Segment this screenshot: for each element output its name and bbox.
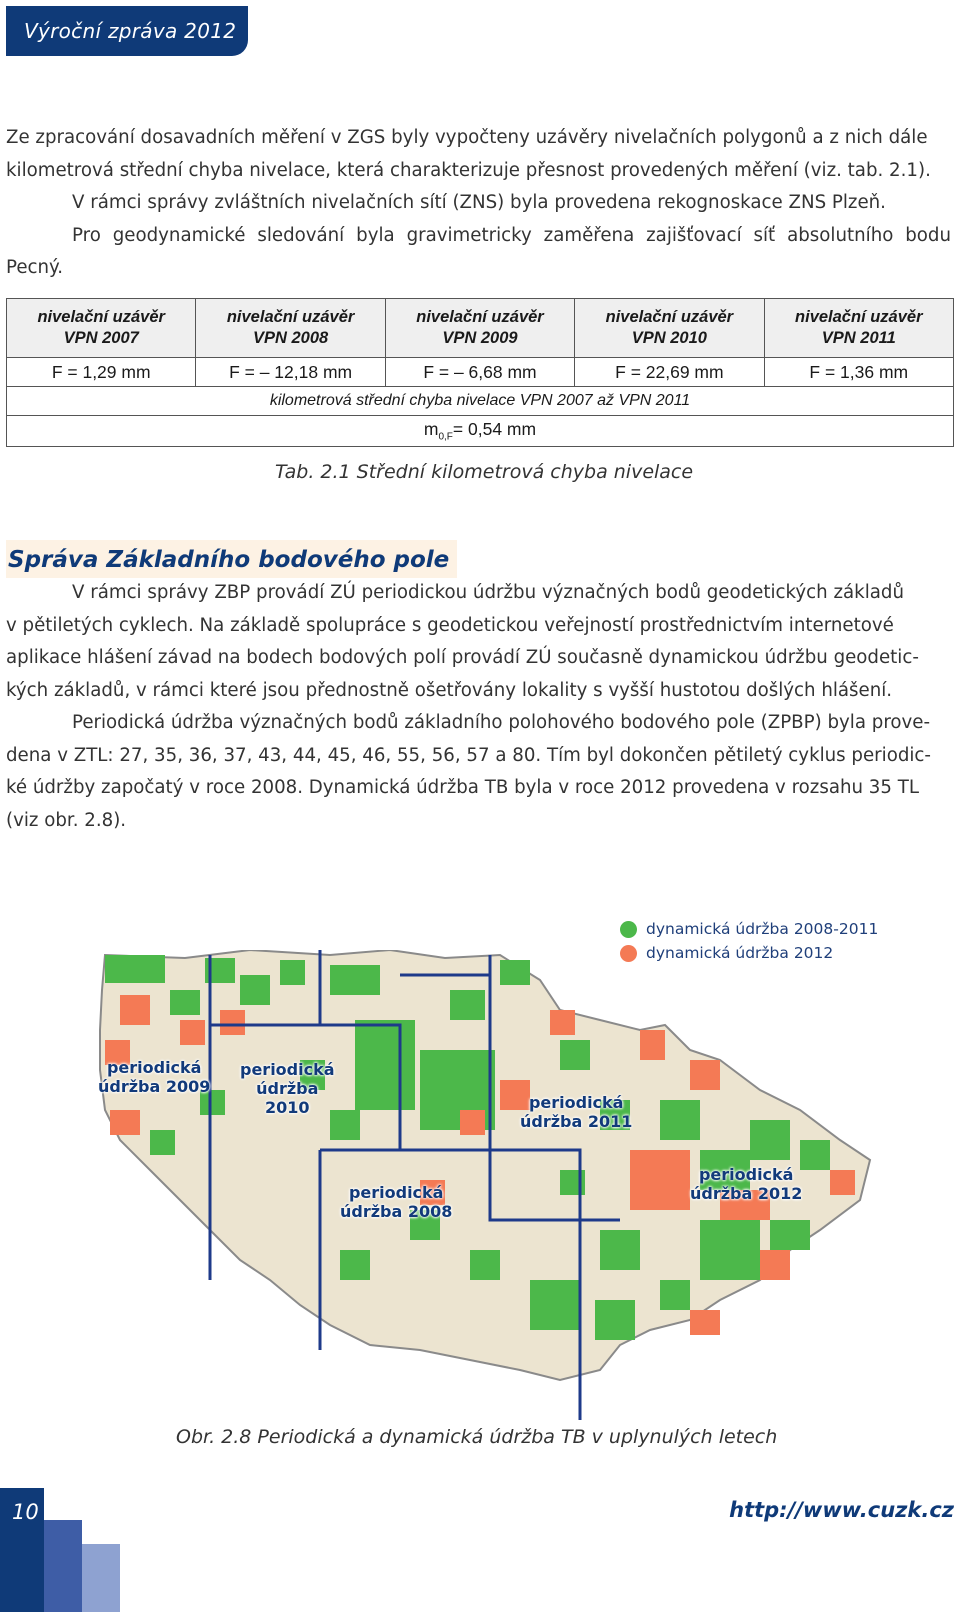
table-row [7, 387, 954, 416]
maintenance-map [0, 950, 960, 1420]
map-svg [0, 950, 960, 1420]
green-dot-icon [620, 921, 637, 938]
region-label-2009: periodická údržba 2009 [98, 1058, 211, 1096]
section-paragraph: V rámci správy ZBP provádí ZÚ periodickou údržbu význačných bodů geodetických základů v pětiletých cyklech. Na základě spolupráce s geodetickou veřejností prostřednictvím internetové aplikace hlášení závad na bodech bodových polí provádí ZÚ současně dynamickou údržbu geodetic- kých základů, v rámci které jsou přednostně ošetřovány lokality s vyšší hustotou došlých hlášení. Periodická údržba význačných bodů základního polohového bodového pole (ZPBP) byla prove- dena v ZTL: 27, 35, 36, 37, 43, 44, 45, 46, 55, 56, 57 a 80. Tím byl dokončen pětiletý cyklus periodic- ké údržby započatý v roce 2008. Dynamická údržba TB byla v roce 2012 provedena v rozsahu 35 TL (viz obr. 2.8). [6, 582, 931, 831]
table-header-cell: nivelační uzávěr VPN 2010 [575, 299, 764, 358]
table-caption: Tab. 2.1 Střední kilometrová chyba nivelace [275, 461, 694, 483]
region-label-2011: periodická údržba 2011 [520, 1093, 633, 1131]
closure-table [6, 298, 954, 447]
table-cell: F = – 12,18 mm [196, 358, 385, 387]
report-title: Výroční zpráva 2012 [24, 19, 237, 43]
region-label-2010: periodická údržba 2010 [240, 1060, 335, 1117]
table-header-cell: nivelační uzávěr VPN 2007 [7, 299, 196, 358]
header-tab [6, 6, 248, 56]
table-cell: F = – 6,68 mm [385, 358, 574, 387]
website-link[interactable]: http://www.cuzk.cz [729, 1498, 954, 1522]
table-cell: F = 1,36 mm [764, 358, 953, 387]
table-header-cell: nivelační uzávěr VPN 2008 [196, 299, 385, 358]
legend-item: dynamická údržba 2012 [620, 941, 878, 965]
intro-line: Ze zpracování dosavadních měření v ZGS byly vypočteny uzávěry nivelačních polygonů a z nich dále [6, 127, 928, 148]
intro-line: kilometrová střední chyba nivelace, která charakterizuje přesnost provedených měření (viz. tab. 2.1). [6, 159, 931, 181]
region-label-2008: periodická údržba 2008 [340, 1183, 453, 1221]
section-title: Správa Základního bodového pole [8, 547, 450, 573]
table-cell: F = 22,69 mm [575, 358, 764, 387]
section-heading [6, 540, 457, 578]
table-note: kilometrová střední chyba nivelace VPN 2007 až VPN 2011 [7, 387, 954, 416]
table-header-row [7, 299, 954, 358]
table-header-cell: nivelační uzávěr VPN 2009 [385, 299, 574, 358]
legend-item: dynamická údržba 2008-2011 [620, 917, 878, 941]
table-row [7, 416, 954, 447]
figure-caption: Obr. 2.8 Periodická a dynamická údržba TB v uplynulých letech [176, 1426, 778, 1448]
intro-line: V rámci správy zvláštních nivelačních sítí (ZNS) byla provedena rekognoskace ZNS Plzeň. [72, 192, 886, 213]
table-row [7, 358, 954, 387]
region-label-2012: periodická údržba 2012 [690, 1165, 803, 1203]
table-m-cell: $m_{0,F}= 0,54$ mm [7, 416, 954, 447]
page-number: 10 [12, 1500, 39, 1524]
intro-line: Pro geodynamické sledování byla gravimetricky zaměřena zajišťovací síť absolutního bodu Pecný. [6, 224, 951, 278]
intro-paragraph [6, 122, 951, 285]
table-header-cell: nivelační uzávěr VPN 2011 [764, 299, 953, 358]
table-cell: F = 1,29 mm [7, 358, 196, 387]
